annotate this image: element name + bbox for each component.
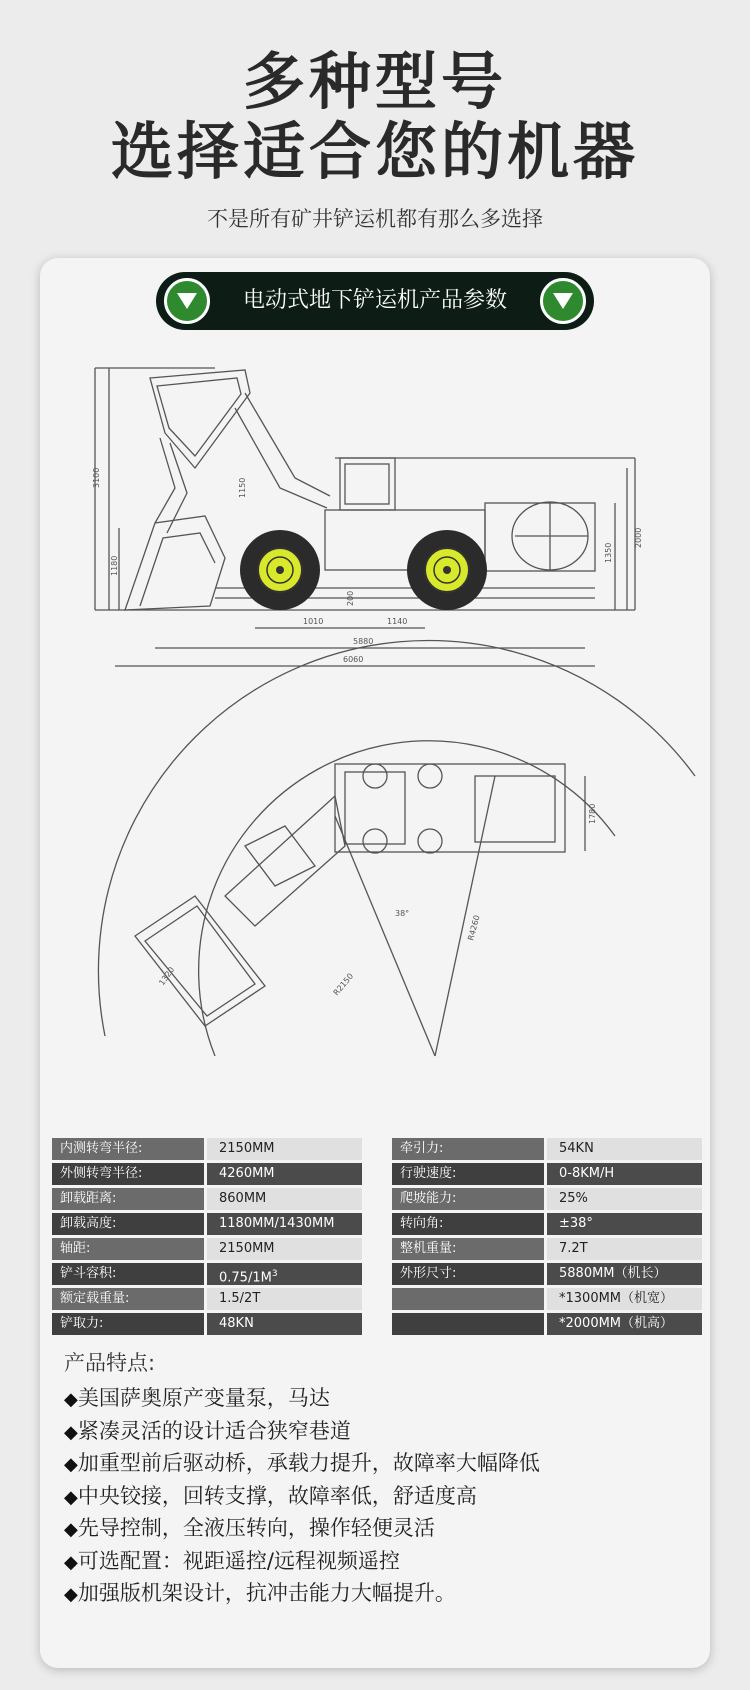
spec-value	[207, 1263, 362, 1285]
spec-value: 0-8KM/H	[547, 1163, 702, 1185]
table-row	[52, 1188, 362, 1210]
section-banner	[156, 272, 594, 330]
features-list	[64, 1348, 684, 1611]
feature-text: 先导控制，全液压转向，操作轻便灵活	[77, 1516, 435, 1540]
features-heading: 产品特点:	[64, 1351, 156, 1375]
dim-mid-height: 1350	[604, 542, 613, 563]
spec-label: 外形尺寸:	[392, 1263, 544, 1285]
bullet: ◆	[64, 1421, 78, 1443]
spec-label: 铲斗容积:	[52, 1263, 204, 1285]
bullet: ◆	[64, 1584, 78, 1605]
table-row	[392, 1238, 702, 1260]
table-row	[52, 1213, 362, 1235]
dim-clearance: 200	[346, 590, 355, 606]
spec-label: 牵引力:	[392, 1138, 544, 1160]
hero-title-line2: 选择适合您的机器	[110, 115, 639, 188]
table-row	[392, 1213, 702, 1235]
spec-label	[392, 1288, 544, 1310]
spec-value: ±38°	[547, 1213, 702, 1235]
spec-value: 54KN	[547, 1138, 702, 1160]
spec-value: 7.2T	[547, 1238, 702, 1260]
bullet: ◆	[64, 1551, 78, 1573]
spec-label: 卸载高度:	[52, 1213, 204, 1235]
table-row	[52, 1263, 362, 1285]
table-row	[52, 1313, 362, 1335]
feature-text: 可选配置：视距遥控/远程视频遥控	[77, 1548, 400, 1573]
bullet: ◆	[64, 1389, 78, 1410]
spec-value: 2150MM	[207, 1238, 362, 1260]
bullet: ◆	[64, 1486, 78, 1508]
list-item	[64, 1481, 684, 1514]
list-item	[64, 1416, 684, 1449]
list-item	[64, 1513, 684, 1546]
feature-text: 中央铰接，回转支撑，故障率低，舒适度高	[77, 1483, 477, 1508]
spec-label: 轴距:	[52, 1238, 204, 1260]
chevron-down-icon	[540, 278, 586, 324]
hero-subtitle: 不是所有矿井铲运机都有那么多选择	[207, 207, 543, 231]
dim-length1: 5880	[353, 637, 374, 646]
feature-text: 加强版机架设计，抗冲击能力大幅提升。	[77, 1581, 456, 1605]
feature-text: 紧凑灵活的设计适合狭窄巷道	[77, 1418, 351, 1443]
table-row	[52, 1138, 362, 1160]
table-row	[52, 1163, 362, 1185]
table-row	[392, 1313, 702, 1335]
table-row	[52, 1288, 362, 1310]
list-item	[64, 1448, 684, 1481]
section-banner-title: 电动式地下铲运机产品参数	[242, 288, 507, 313]
dim-length2: 6060	[343, 655, 364, 664]
table-row	[392, 1288, 702, 1310]
dim-wheelbase-rear: 1140	[387, 617, 408, 626]
spec-label	[392, 1313, 544, 1335]
list-item	[64, 1546, 684, 1579]
spec-label: 行驶速度:	[392, 1163, 544, 1185]
dim-angle: 38°	[395, 909, 410, 918]
spec-value: 4260MM	[207, 1163, 362, 1185]
top-view-drawing	[95, 736, 715, 1061]
spec-label: 整机重量:	[392, 1238, 544, 1260]
spec-value: 1.5/2T	[207, 1288, 362, 1310]
spec-value: 48KN	[207, 1313, 362, 1335]
spec-value: 25%	[547, 1188, 702, 1210]
spec-value: 1180MM/1430MM	[207, 1213, 362, 1235]
hero-title-line1: 多种型号	[242, 45, 507, 118]
bullet: ◆	[64, 1454, 78, 1475]
table-row	[392, 1163, 702, 1185]
dim-height-right: 2000	[634, 527, 643, 548]
dim-inner-radius: R2150	[331, 971, 356, 998]
bullet: ◆	[64, 1519, 78, 1540]
spec-card	[40, 258, 710, 1668]
spec-table-right	[392, 1138, 702, 1338]
table-row	[392, 1138, 702, 1160]
dim-bucket-height: 1150	[238, 477, 247, 498]
list-item	[64, 1578, 684, 1611]
table-row	[392, 1188, 702, 1210]
spec-label: 内测转弯半径:	[52, 1138, 204, 1160]
dim-lower-height: 1180	[110, 555, 119, 576]
spec-label: 额定载重量:	[52, 1288, 204, 1310]
spec-value: *2000MM（机高）	[547, 1313, 702, 1335]
rear-wheel	[407, 530, 487, 610]
dim-outer-radius: R4260	[466, 914, 482, 942]
spec-value-text: 0.75/1M	[219, 1270, 272, 1286]
list-item	[64, 1383, 684, 1416]
table-row	[392, 1263, 702, 1285]
table-row	[52, 1238, 362, 1260]
feature-text: 加重型前后驱动桥，承载力提升，故障率大幅降低	[77, 1451, 540, 1475]
front-wheel	[240, 530, 320, 610]
spec-value-sup: 3	[271, 1269, 278, 1279]
spec-value: 5880MM（机长）	[547, 1263, 702, 1285]
feature-text: 美国萨奥原产变量泵，马达	[77, 1386, 330, 1410]
spec-label: 外侧转弯半径:	[52, 1163, 204, 1185]
side-view-drawing	[92, 348, 655, 728]
spec-label: 卸载距离:	[52, 1188, 204, 1210]
spec-label: 转向角:	[392, 1213, 544, 1235]
spec-value: 860MM	[207, 1188, 362, 1210]
spec-value: *1300MM（机宽）	[547, 1288, 702, 1310]
spec-label: 铲取力:	[52, 1313, 204, 1335]
chevron-down-icon	[164, 278, 210, 324]
hero-section	[0, 0, 750, 260]
dim-width: 1780	[588, 803, 597, 824]
dim-bucket: 1320	[157, 965, 177, 988]
dim-total-height: 3100	[92, 467, 101, 488]
spec-table-left	[52, 1138, 362, 1338]
spec-value: 2150MM	[207, 1138, 362, 1160]
dim-wheelbase-front: 1010	[303, 617, 324, 626]
spec-label: 爬坡能力:	[392, 1188, 544, 1210]
